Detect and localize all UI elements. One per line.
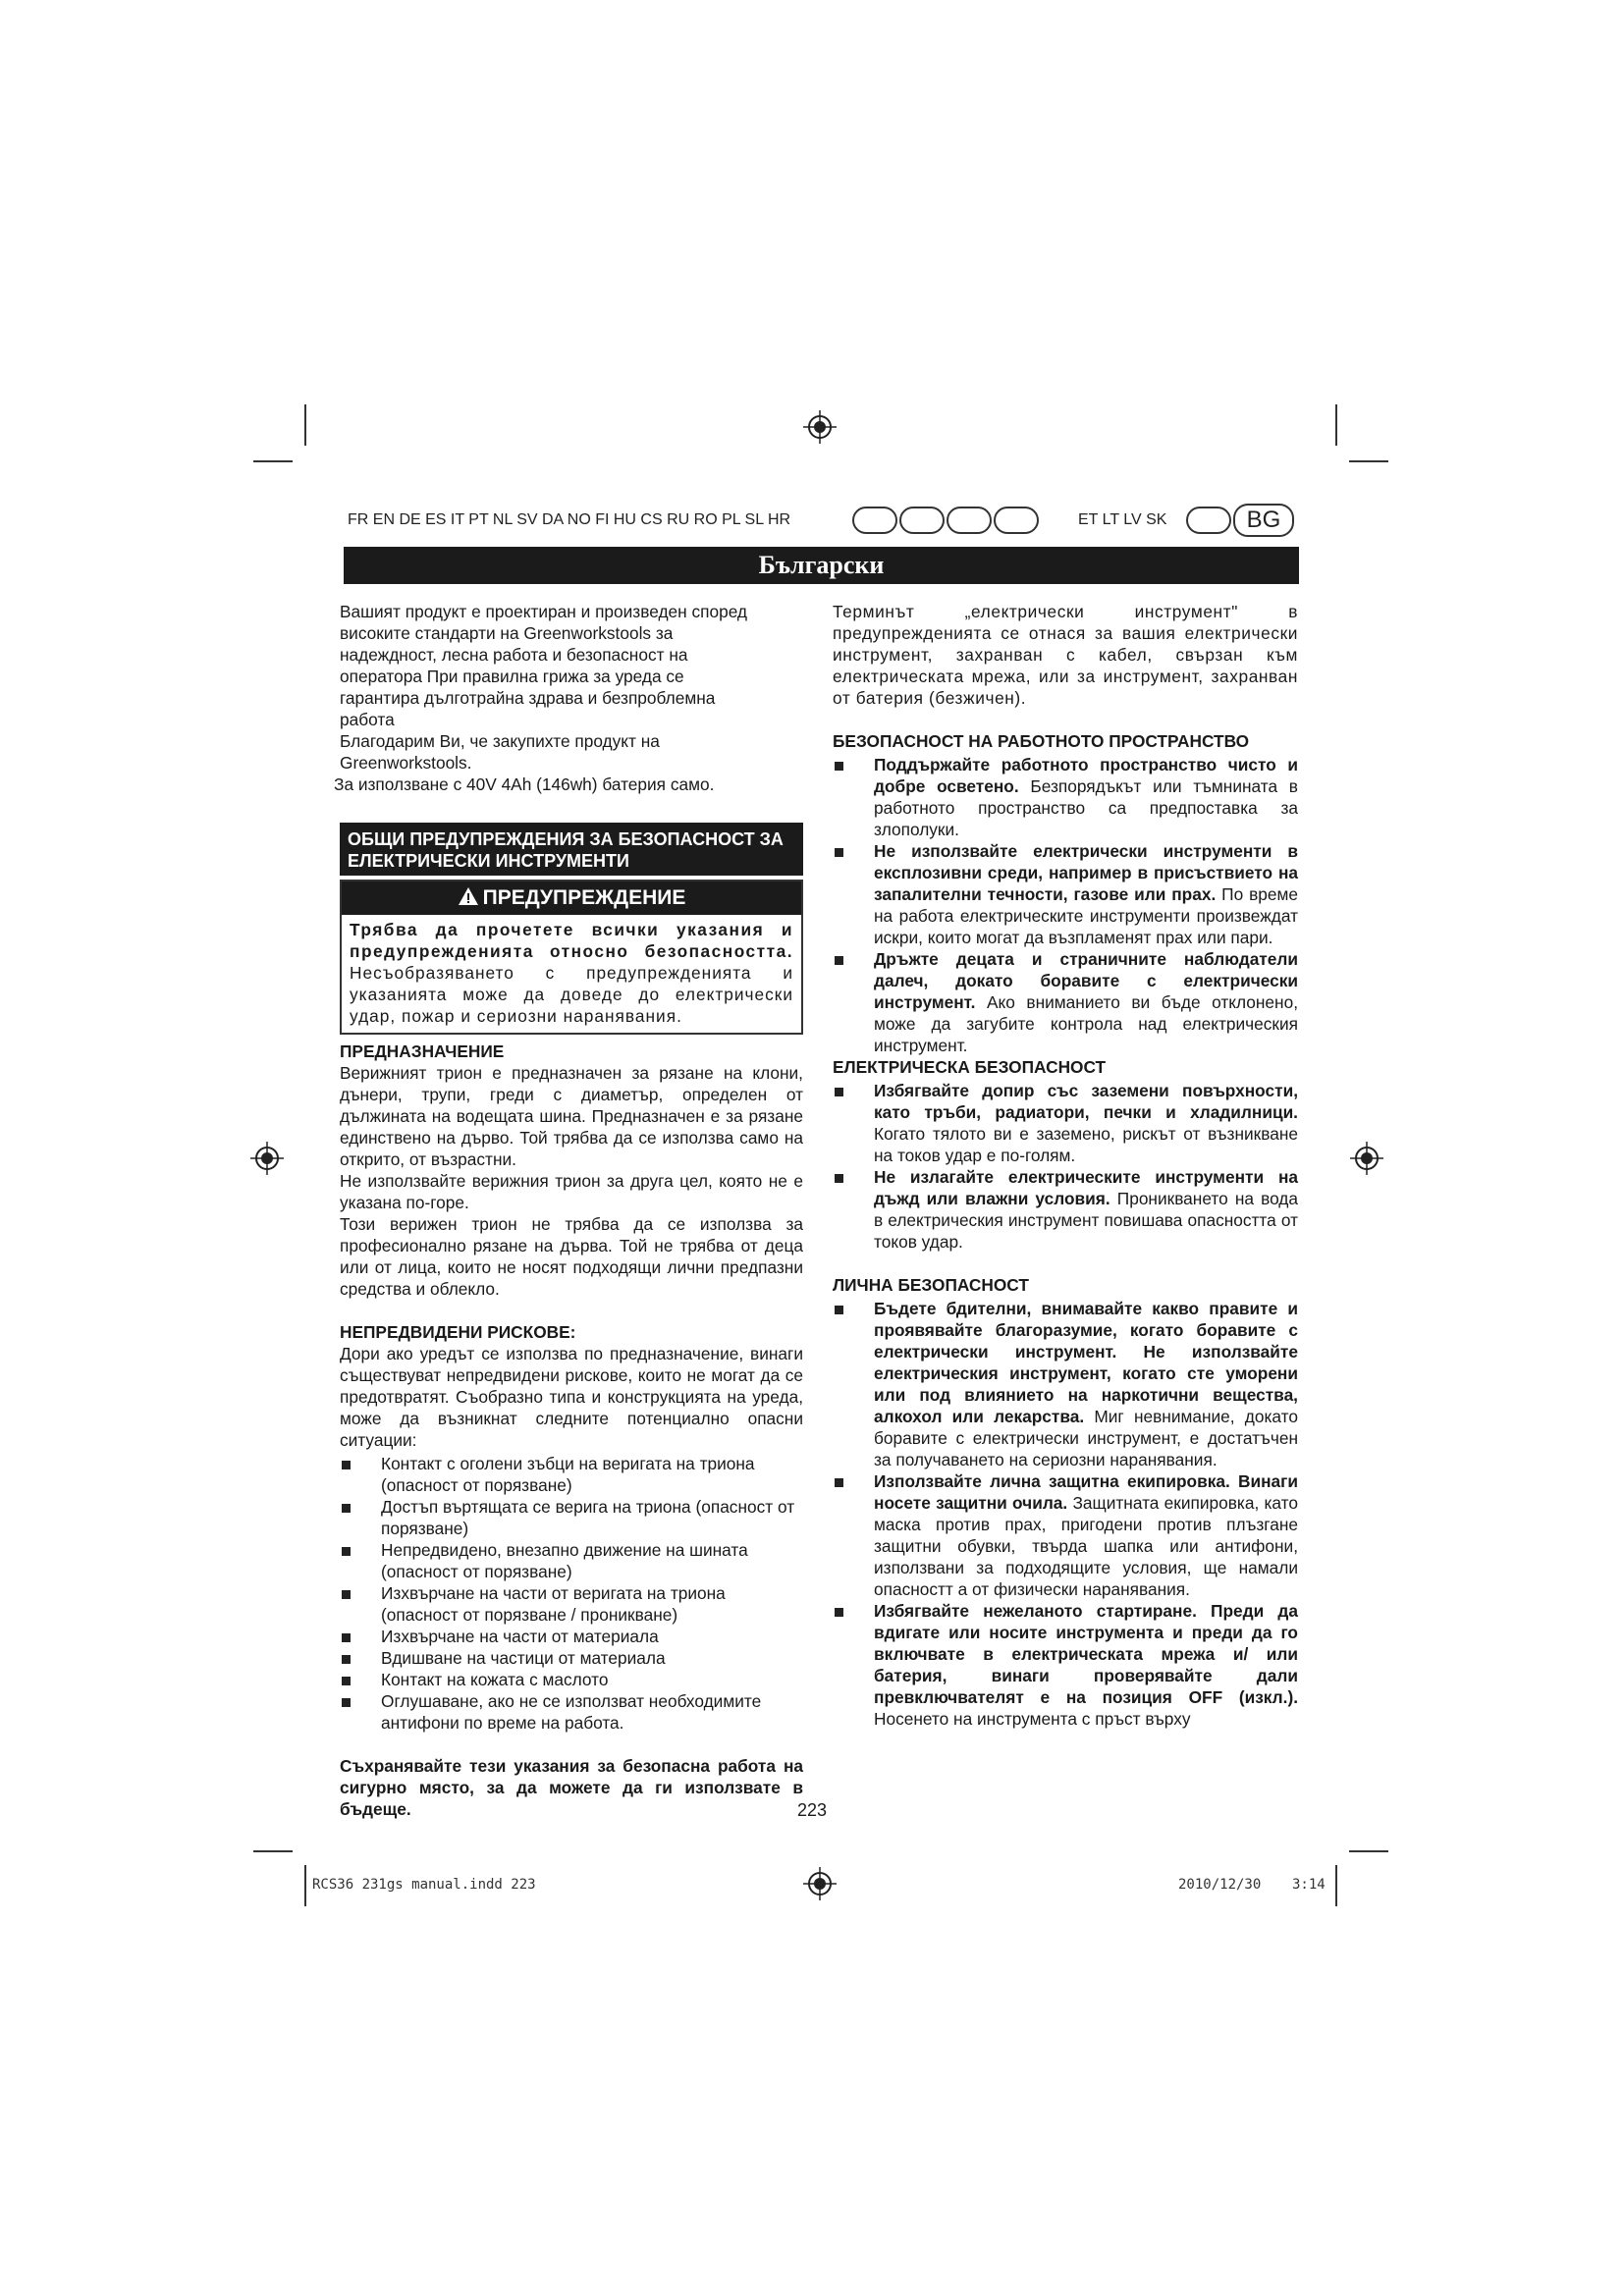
intro-line: Благодарим Ви, че закупихте продукт на <box>340 731 660 751</box>
section-heading-general-warnings: ОБЩИ ПРЕДУПРЕЖДЕНИЯ ЗА БЕЗОПАСНОСТ ЗА ЕЛЕКТРИЧЕСКИ ИНСТРУМЕНТИ <box>340 823 803 876</box>
intro-line: гарантира дълготрайна здрава и безпроблемна <box>340 688 716 708</box>
list-item: Контакт на кожата с маслото <box>340 1669 803 1690</box>
item-text: Проникването на вода в електрическия инструмент повишава опасността от токов удар. <box>874 1189 1298 1252</box>
crop-mark <box>1335 404 1337 446</box>
crop-mark <box>253 1850 293 1852</box>
list-item <box>833 1298 1298 1470</box>
intro-line: високите стандарти на Greenworkstools за <box>340 623 674 643</box>
purpose-paragraph: Този верижен трион не трябва да се използва за професионално рязане на дърва. Той не трябва от деца или от лица, които не носят подходящи лични предпазни средства и облекло. <box>340 1214 803 1299</box>
language-tab-empty <box>1186 507 1231 534</box>
list-item: Вдишване на частици от материала <box>340 1647 803 1669</box>
language-tab-empty <box>947 507 992 534</box>
language-tab-empty <box>994 507 1039 534</box>
list-item: Непредвидено, внезапно движение на шината (опасност от порязване) <box>340 1539 803 1582</box>
crop-mark <box>304 1865 306 1906</box>
language-tab-empty <box>899 507 945 534</box>
list-item <box>833 1470 1298 1600</box>
list-item: Изхвърчане на части от веригата на триона (опасност от порязване / проникване) <box>340 1582 803 1626</box>
item-text: Миг невнимание, докато боравите с електрически инструмент, е достатъчен за получаването на сериозни наранявания. <box>874 1407 1298 1469</box>
risks-intro: Дори ако уредът се използва по предназначение, винаги съществуват непредвидени рискове, които не могат да се предотвратят. Съобразно типа и конструкцията на уреда, може да възникнат следните потенциално опасни ситуации: <box>340 1344 803 1450</box>
purpose-paragraph: Не използвайте верижния трион за друга цел, която не е указана по-горе. <box>340 1171 803 1212</box>
language-tab-bar <box>344 507 1296 536</box>
personal-safety-heading: ЛИЧНА БЕЗОПАСНОСТ <box>833 1275 1029 1295</box>
item-bold-text: Поддържайте работното пространство чисто и добре осветено. <box>874 755 1298 796</box>
warning-box <box>340 880 803 1035</box>
list-item: Оглушаване, ако не се използват необходимите антифони по време на работа. <box>340 1690 803 1734</box>
warning-title-text: ПРЕДУПРЕЖДЕНИЕ <box>482 886 686 909</box>
item-text: Защитната екипировка, като маска против прах, пригодени против плъзгане защитни обувки, твърда шапка или антифони, използвани за подходящите условия, ще намали опасностт а от физически наранявания. <box>874 1493 1298 1599</box>
intro-block <box>334 601 803 795</box>
electrical-safety-heading: ЕЛЕКТРИЧЕСКА БЕЗОПАСНОСТ <box>833 1057 1107 1077</box>
warning-regular-text: Несъобразяването с предупрежденията и указанията може да доведе до електрически удар, пожар и сериозни наранявания. <box>350 963 793 1026</box>
item-text: Когато тялото ви е заземено, рискът от възникване на токов удар е по-голям. <box>874 1124 1298 1165</box>
crop-mark <box>253 460 293 462</box>
item-bold-text: Използвайте лична защитна екипировка. Винаги носете защитни очила. <box>874 1471 1298 1513</box>
crop-mark <box>1335 1865 1337 1906</box>
list-item <box>833 1600 1298 1730</box>
intro-line: работа <box>340 710 395 729</box>
page-number: 223 <box>796 1800 828 1820</box>
registration-mark-icon <box>1350 1142 1383 1175</box>
registration-mark-icon <box>803 1867 837 1900</box>
item-bold-text: Избягвайте нежеланото стартиране. Преди да вдигате или носите инструмента и преди да го включвате в електрическата мрежа и/ или батерия, винаги проверявайте дали превключвателят е на позиция OFF (изкл.). <box>874 1601 1298 1707</box>
list-item: Достъп въртящата се верига на триона (опасност от порязване) <box>340 1496 803 1539</box>
list-item: Изхвърчане на части от материала <box>340 1626 803 1647</box>
purpose-paragraph: Верижният трион е предназначен за рязане на клони, дънери, трупи, греди с диаметър, определен от дължината на водещата шина. Предназначен е за рязане единствено на дърво. Той трябва да се използва само на открито, от възрастни. <box>340 1063 803 1169</box>
language-tab-empty <box>852 507 897 534</box>
warning-triangle-icon <box>458 886 479 906</box>
crop-mark <box>1349 1850 1388 1852</box>
list-item <box>833 948 1298 1056</box>
language-tabs-group-2: ET LT LV SK <box>1078 511 1167 528</box>
item-text: Безпорядъкът или тъмнината в работното пространство са предпоставка за злополуки. <box>874 776 1298 839</box>
language-tabs-group-1: FR EN DE ES IT PT NL SV DA NO FI HU CS RU RO PL SL HR <box>348 511 791 528</box>
item-text: Носенето на инструмента с пръст върху <box>874 1709 1191 1729</box>
risks-heading: НЕПРЕДВИДЕНИ РИСКОВЕ: <box>340 1322 576 1342</box>
item-text: Ако вниманието ви бъде отклонено, може да загубите контрола над електрическия инструмент. <box>874 992 1298 1055</box>
footer-time: 3:14 <box>1292 1877 1326 1893</box>
warning-bold-text: Трябва да прочетете всички указания и предупрежденията относно безопасността. <box>350 920 793 961</box>
intro-line: оператора При правилна грижа за уреда се <box>340 667 684 686</box>
personal-safety-list <box>833 1298 1298 1730</box>
footer-filename: RCS36 231gs manual.indd 223 <box>312 1877 536 1893</box>
footer-date: 2010/12/30 <box>1178 1877 1262 1893</box>
purpose-heading: ПРЕДНАЗНАЧЕНИЕ <box>340 1041 505 1061</box>
intro-line: надеждност, лесна работа и безопасност на <box>340 645 688 665</box>
page-title: Български <box>344 547 1299 584</box>
risks-list <box>340 1453 803 1734</box>
crop-mark <box>304 404 306 446</box>
language-tab-current: BG <box>1233 504 1294 537</box>
electrical-safety-list <box>833 1080 1298 1253</box>
crop-mark <box>1349 460 1388 462</box>
intro-line: За използване с 40V 4Ah (146wh) батерия само. <box>334 774 715 794</box>
item-bold-text: Избягвайте допир със заземени повърхности, като тръби, радиатори, печки и хладилници. <box>874 1081 1298 1122</box>
work-area-heading: БЕЗОПАСНОСТ НА РАБОТНОТО ПРОСТРАНСТВО <box>833 731 1250 751</box>
list-item <box>833 1166 1298 1253</box>
list-item: Контакт с оголени зъбци на веригата на триона (опасност от порязване) <box>340 1453 803 1496</box>
work-area-list <box>833 754 1298 1056</box>
item-bold-text: Не излагайте електрическите инструменти на дъжд или влажни условия. <box>874 1167 1298 1208</box>
right-column <box>833 601 1298 1730</box>
item-text: По време на работа електрическите инструменти произвеждат искри, които могат да възпламенят прах или пари. <box>874 884 1298 947</box>
list-item <box>833 840 1298 948</box>
registration-mark-icon <box>803 410 837 444</box>
item-bold-text: Не използвайте електрически инструменти в експлозивни среди, например в присъствието на запалителни течности, газове или прах. <box>874 841 1298 904</box>
warning-title <box>342 881 801 915</box>
list-item <box>833 1080 1298 1166</box>
intro-line: Greenworkstools. <box>340 753 472 773</box>
registration-mark-icon <box>250 1142 284 1175</box>
item-bold-text: Бъдете бдителни, внимавайте какво правите и проявявайте благоразумие, когато боравите с електрически инструмент. Не използвайте електрическия инструмент, когато сте уморени или под влиянието на наркотични вещества, алкохол или лекарства. <box>874 1299 1298 1426</box>
keep-instructions-note: Съхранявайте тези указания за безопасна работа на сигурно място, за да можете да ги използвате в бъдеще. <box>340 1756 803 1819</box>
list-item <box>833 754 1298 840</box>
left-column <box>334 601 803 1820</box>
term-definition: Терминът „електрически инструмент" в предупрежденията се отнася за вашия електрически инструмент, захранван с кабел, свързан към електрическата мрежа, или за инструмент, захранван от батерия (безжичен). <box>833 602 1298 708</box>
warning-text <box>342 915 801 1033</box>
item-bold-text: Дръжте децата и страничните наблюдатели далеч, докато боравите с електрически инструмент. <box>874 949 1298 1012</box>
intro-line: Вашият продукт е проектиран и произведен според <box>340 602 748 621</box>
